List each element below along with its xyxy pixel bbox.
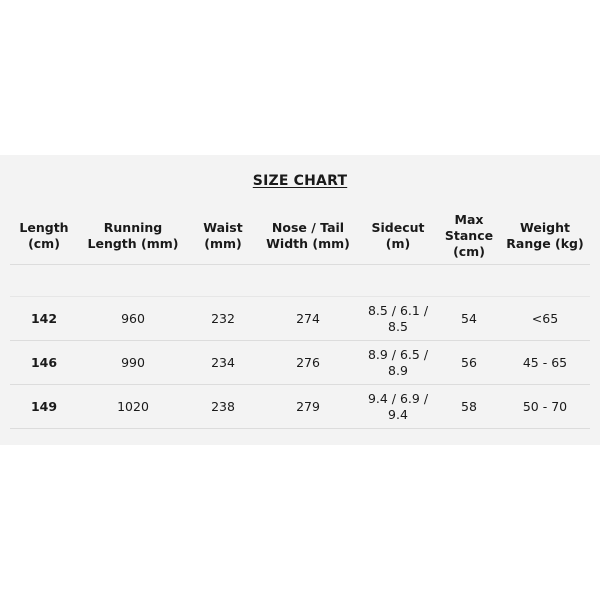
- cell-waist: 232: [211, 310, 235, 326]
- cell-running-length: 1020: [117, 398, 149, 414]
- header-nose-tail-width: Nose / Tail Width (mm): [266, 219, 350, 251]
- cell-weight-range: <65: [531, 310, 559, 326]
- cell-nose-tail-width: 279: [296, 398, 320, 414]
- header-length: Length (cm): [19, 219, 69, 251]
- cell-length: 142: [30, 310, 58, 326]
- cell-running-length: 960: [121, 310, 145, 326]
- cell-running-length: 990: [121, 354, 145, 370]
- cell-sidecut: 8.5 / 6.1 / 8.5: [367, 302, 429, 334]
- cell-waist: 234: [211, 354, 235, 370]
- cell-sidecut: 9.4 / 6.9 / 9.4: [367, 390, 429, 422]
- cell-max-stance: 54: [461, 310, 477, 326]
- chart-title: SIZE CHART: [252, 173, 348, 189]
- table-spacer-row: [10, 265, 590, 297]
- cell-nose-tail-width: 276: [296, 354, 320, 370]
- cell-max-stance: 56: [461, 354, 477, 370]
- cell-nose-tail-width: 274: [296, 310, 320, 326]
- header-sidecut: Sidecut (m): [371, 219, 425, 251]
- table-row: [10, 297, 590, 341]
- cell-length: 149: [30, 398, 58, 414]
- cell-max-stance: 58: [461, 398, 477, 414]
- header-running-length: Running Length (mm): [87, 219, 179, 251]
- cell-sidecut: 8.9 / 6.5 / 8.9: [367, 346, 429, 378]
- table-row: [10, 341, 590, 385]
- cell-weight-range: 50 - 70: [522, 398, 568, 414]
- table-header-row: [10, 207, 590, 265]
- cell-length: 146: [30, 354, 58, 370]
- header-weight-range: Weight Range (kg): [506, 219, 584, 251]
- cell-weight-range: 45 - 65: [522, 354, 568, 370]
- header-max-stance: Max Stance (cm): [444, 211, 494, 259]
- size-table: [10, 207, 590, 429]
- table-row: [10, 385, 590, 429]
- cell-waist: 238: [211, 398, 235, 414]
- size-chart-panel: [0, 155, 600, 445]
- header-waist: Waist (mm): [203, 219, 243, 251]
